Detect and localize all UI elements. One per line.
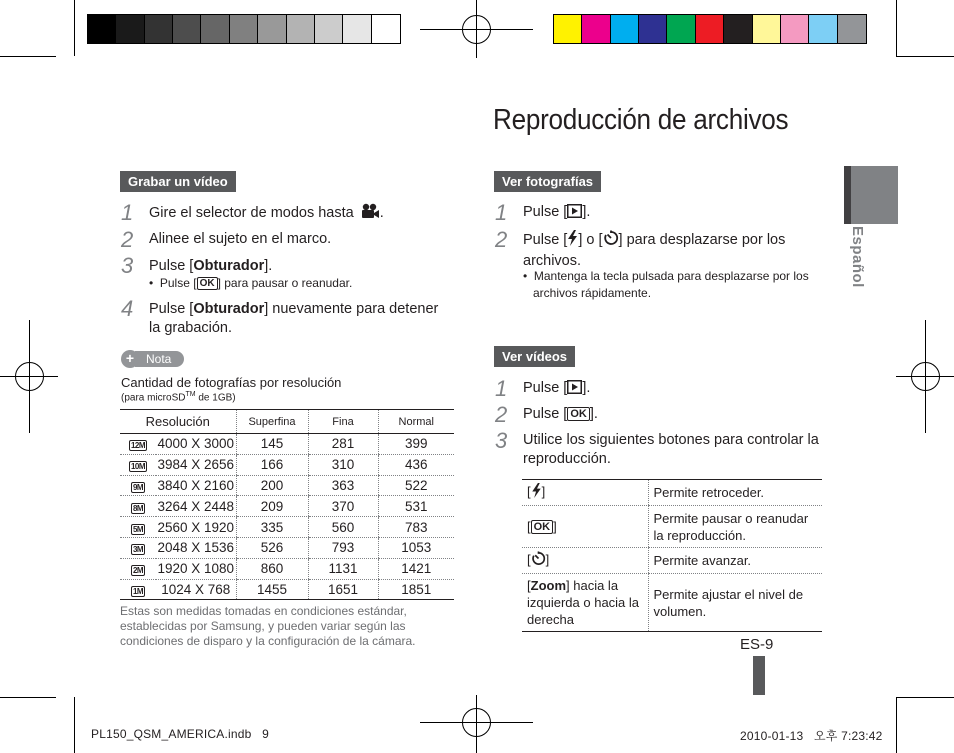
step-text: Gire el selector de modos hasta	[149, 205, 354, 221]
resolution-value: 1920 X 1080	[156, 558, 236, 579]
resolution-icon: 10M	[130, 462, 146, 472]
playback-controls-table	[522, 479, 822, 632]
crop-mark	[0, 697, 56, 698]
registration-mark	[462, 708, 491, 737]
table-row	[120, 475, 454, 496]
color-swatch	[667, 15, 695, 43]
step-text: Pulse [ ].	[523, 379, 590, 400]
flash-icon	[567, 230, 578, 252]
page-number: ES-9	[740, 636, 774, 653]
color-calibration-bar	[553, 14, 867, 44]
step-number: 1	[495, 200, 508, 225]
control-button-cell: [ OK ]	[522, 506, 648, 548]
registration-mark	[15, 362, 44, 391]
fina-value: 370	[308, 496, 378, 517]
color-swatch	[724, 15, 752, 43]
table-row	[522, 480, 822, 506]
resolution-icon: 2M	[132, 566, 144, 576]
control-description: Permite avanzar.	[648, 548, 822, 574]
column-header: Resolución	[120, 410, 236, 434]
color-swatch	[116, 15, 144, 43]
color-swatch	[696, 15, 724, 43]
color-swatch	[781, 15, 809, 43]
color-swatch	[582, 15, 610, 43]
step-number: 1	[121, 200, 134, 225]
resolution-value: 1024 X 768	[156, 579, 236, 600]
fina-value: 1131	[308, 558, 378, 579]
color-swatch	[809, 15, 837, 43]
crop-mark	[74, 697, 75, 753]
normal-value: 399	[378, 434, 454, 455]
color-swatch	[287, 15, 315, 43]
control-description: Permite retroceder.	[648, 480, 822, 506]
normal-value: 1053	[378, 537, 454, 558]
color-swatch	[372, 15, 400, 43]
resolution-table	[120, 409, 454, 600]
step-text: Utilice los siguientes botones para controlar la reproducción.	[523, 432, 819, 467]
resolution-icon: 8M	[132, 503, 144, 513]
section-heading-ver-fotografias: Ver fotografías	[494, 171, 601, 192]
fina-value: 281	[308, 434, 378, 455]
step-text: Pulse [ OK ].	[523, 406, 598, 422]
resolution-icon-cell	[120, 434, 156, 455]
superfina-value: 335	[236, 517, 308, 538]
step-text: Pulse [ ].	[523, 203, 590, 224]
resolution-icon: 12M	[130, 441, 146, 451]
superfina-value: 860	[236, 558, 308, 579]
ok-button-icon: OK	[567, 407, 590, 421]
grayscale-calibration-bar	[87, 14, 401, 44]
ok-button-icon: OK	[197, 277, 218, 290]
footnote: Estas son medidas tomadas en condiciones estándar, establecidas por Samsung, y pueden variar según las condiciones de disparo y la configuración de la cámara.	[120, 604, 416, 648]
step-sub-note: • Mantenga la tecla pulsada para desplazarse por los archivos rápidamente.	[523, 269, 809, 300]
shutter-label: Obturador	[193, 301, 265, 317]
step-number: 2	[121, 227, 134, 252]
color-swatch	[145, 15, 173, 43]
color-swatch	[554, 15, 582, 43]
table-row	[120, 558, 454, 579]
crop-mark	[896, 56, 954, 57]
crop-mark	[0, 56, 56, 57]
table-row	[120, 496, 454, 517]
resolution-value: 2048 X 1536	[156, 537, 236, 558]
movie-mode-icon	[360, 203, 380, 225]
column-header: Superfina	[236, 410, 308, 434]
slug-timestamp: 2010-01-13 오후 7:23:42	[740, 729, 883, 743]
zoom-label: Zoom	[530, 578, 567, 593]
crop-mark	[896, 697, 954, 698]
section-heading-ver-videos: Ver vídeos	[494, 346, 575, 367]
step-sub-note: • Pulse [ OK ] para pausar o reanudar.	[149, 276, 353, 290]
color-swatch	[173, 15, 201, 43]
step-number: 4	[121, 296, 134, 321]
normal-value: 522	[378, 475, 454, 496]
section-heading-grabar-video: Grabar un vídeo	[120, 171, 236, 192]
control-button-cell: [ ]	[522, 480, 648, 506]
note-label: Nota	[135, 351, 184, 367]
step-text: Pulse [Obturador].	[149, 258, 273, 274]
superfina-value: 166	[236, 454, 308, 475]
normal-value: 783	[378, 517, 454, 538]
table-row	[522, 548, 822, 574]
table-row	[120, 517, 454, 538]
timer-icon	[603, 230, 619, 252]
step-number: 2	[495, 227, 508, 252]
language-tab	[844, 166, 898, 224]
resolution-icon: 1M	[132, 586, 144, 596]
play-icon	[567, 204, 582, 224]
fina-value: 560	[308, 517, 378, 538]
table-row	[120, 454, 454, 475]
color-swatch	[343, 15, 371, 43]
resolution-value: 3264 X 2448	[156, 496, 236, 517]
timer-icon	[531, 551, 546, 570]
control-description: Permite ajustar el nivel de volumen.	[648, 574, 822, 632]
table-title: Cantidad de fotografías por resolución	[121, 375, 342, 390]
step-number: 2	[495, 402, 508, 427]
superfina-value: 1455	[236, 579, 308, 600]
table-row	[120, 579, 454, 600]
fina-value: 793	[308, 537, 378, 558]
resolution-icon: 3M	[132, 545, 144, 555]
control-description: Permite pausar o reanudar la reproducción.	[648, 506, 822, 548]
color-swatch	[753, 15, 781, 43]
shutter-label: Obturador	[193, 258, 265, 274]
superfina-value: 200	[236, 475, 308, 496]
table-caption: (para microSD™ de 1GB)	[121, 391, 236, 404]
resolution-icon-cell	[120, 558, 156, 579]
fina-value: 363	[308, 475, 378, 496]
resolution-icon: 5M	[132, 524, 144, 534]
control-button-cell: [ ]	[522, 548, 648, 574]
ok-button-icon: OK	[531, 520, 554, 534]
step-number: 3	[121, 253, 134, 278]
step-number: 3	[495, 428, 508, 453]
fina-value: 310	[308, 454, 378, 475]
resolution-icon-cell	[120, 454, 156, 475]
page-title: Reproducción de archivos	[493, 104, 789, 136]
color-swatch	[639, 15, 667, 43]
resolution-icon-cell	[120, 517, 156, 538]
table-row	[522, 506, 822, 548]
play-icon	[567, 380, 582, 400]
superfina-value: 526	[236, 537, 308, 558]
resolution-value: 2560 X 1920	[156, 517, 236, 538]
resolution-icon-cell	[120, 496, 156, 517]
column-header: Fina	[308, 410, 378, 434]
table-row	[120, 434, 454, 455]
superfina-value: 209	[236, 496, 308, 517]
normal-value: 1851	[378, 579, 454, 600]
column-header: Normal	[378, 410, 454, 434]
registration-mark	[911, 362, 940, 391]
color-swatch	[201, 15, 229, 43]
superfina-value: 145	[236, 434, 308, 455]
page-marker-bar	[753, 656, 765, 695]
slug-filename: PL150_QSM_AMERICA.indb 9	[91, 727, 269, 741]
color-swatch	[258, 15, 286, 43]
resolution-value: 3840 X 2160	[156, 475, 236, 496]
normal-value: 1421	[378, 558, 454, 579]
color-swatch	[315, 15, 343, 43]
table-row	[120, 537, 454, 558]
flash-icon	[531, 483, 542, 502]
note-plus-icon: +	[121, 350, 139, 368]
registration-mark	[462, 15, 491, 44]
color-swatch	[230, 15, 258, 43]
crop-mark	[896, 0, 897, 56]
color-swatch	[611, 15, 639, 43]
resolution-icon-cell	[120, 475, 156, 496]
step-number: 1	[495, 376, 508, 401]
control-button-cell: [Zoom] hacia la izquierda o hacia la derecha	[522, 574, 648, 632]
resolution-icon: 9M	[132, 482, 144, 492]
step-text: Alinee el sujeto en el marco.	[149, 231, 332, 247]
resolution-value: 3984 X 2656	[156, 454, 236, 475]
crop-mark	[74, 0, 75, 56]
resolution-icon-cell	[120, 579, 156, 600]
fina-value: 1651	[308, 579, 378, 600]
table-row	[522, 574, 822, 632]
step-text: Pulse [Obturador] nuevamente para detener la grabación.	[149, 301, 439, 336]
step-text: Pulse [ ] o [ ] para desplazarse por los archivos.	[523, 232, 786, 269]
resolution-icon-cell	[120, 537, 156, 558]
language-label: Español	[849, 226, 866, 288]
step-text: Gire el selector de modos hasta .	[149, 203, 384, 225]
normal-value: 531	[378, 496, 454, 517]
normal-value: 436	[378, 454, 454, 475]
resolution-value: 4000 X 3000	[156, 434, 236, 455]
crop-mark	[896, 697, 897, 753]
color-swatch	[88, 15, 116, 43]
color-swatch	[838, 15, 866, 43]
